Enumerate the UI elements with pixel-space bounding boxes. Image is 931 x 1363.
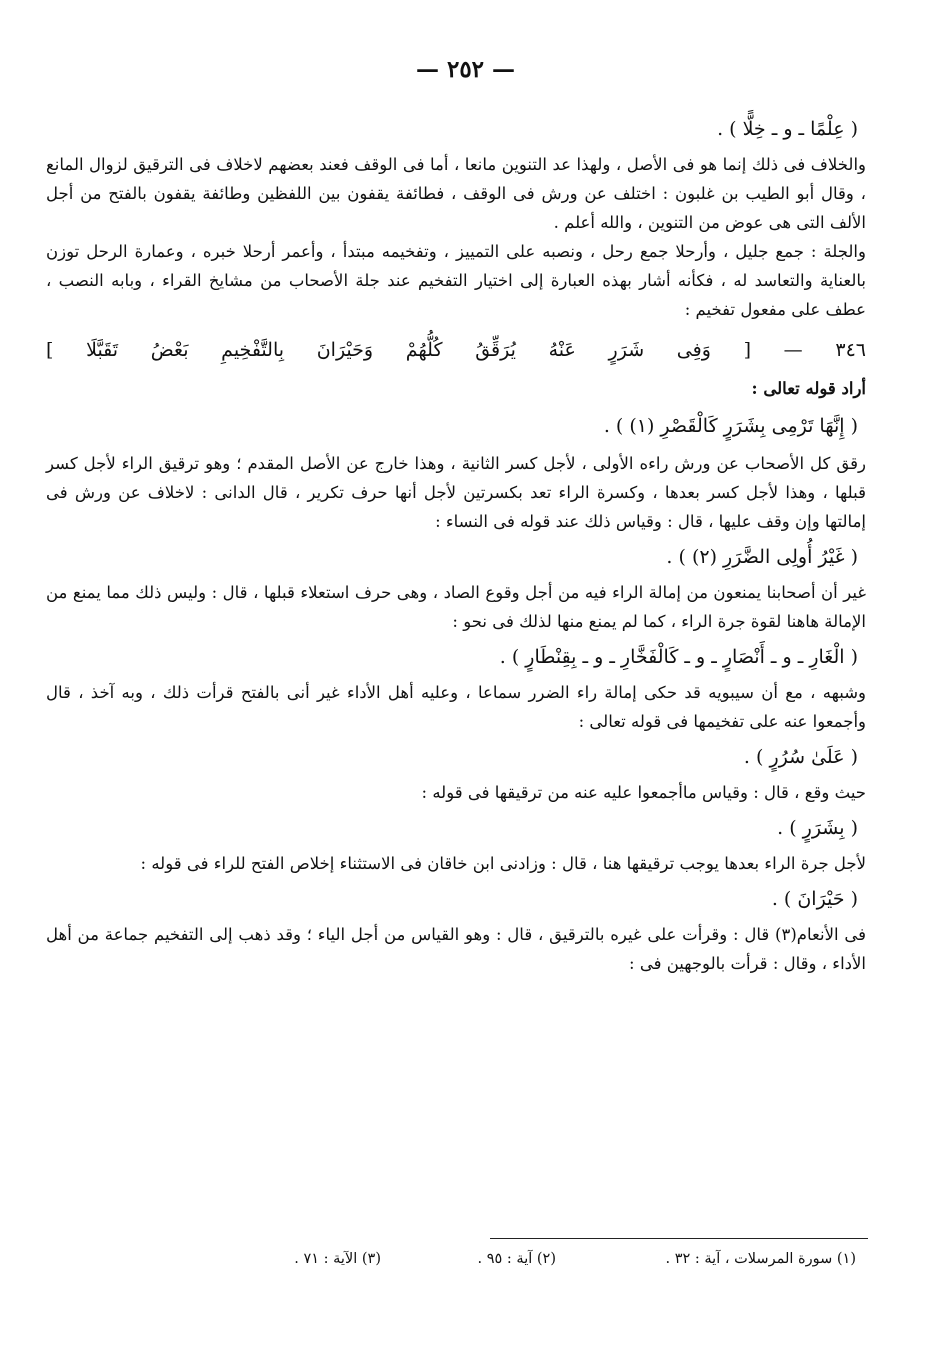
footnote-divider xyxy=(490,1238,868,1239)
quran-quote: ( الْغَارِ ـ و ـ أَنْصَارٍ ـ و ـ كَالْفَخَّارِ ـ و ـ بِقِنْطَارٍ ) . xyxy=(499,646,858,668)
footnote-2: (٢) آية : ٩٥ . xyxy=(477,1251,556,1267)
quran-quote: ( حَيْرَانَ ) . xyxy=(771,888,858,910)
footnotes xyxy=(46,1251,856,1267)
page-number: — ٢٥٢ — xyxy=(415,56,516,83)
paragraph: والخلاف فى ذلك إنما هو فى الأصل ، ولهذا عد التنوين مانعا ، أما فى الوقف فعند بعضهم لاخلاف فى الترقيق لزوال المانع ، وقال أبو الطيب بن غلبون : اختلف عن ورش فى الوقف ، فطائفة يقفون بين اللفظين وطائفة يقفون بالفتح من أجل الألف التى هى عوض من التنوين ، والله أعلم . xyxy=(46,155,866,232)
quran-quote: ( إِنَّهَا تَرْمِى بِشَرَرٍ كَالْقَصْرِ (١) ) . xyxy=(603,415,858,437)
quran-quote: ( غَيْرُ أُولِى الضَّرَرِ (٢) ) . xyxy=(666,546,858,568)
paragraph: والجلة : جمع جليل ، وأرحلا جمع رحل ، ونصبه على التمييز ، وتفخيمه مبتدأ ، وأعمر أرحلا خبره ، وعمارة الرحل توزن بالعناية والتعاسد له ، فكأنه أشار بهذه العبارة إلى اختيار التفخيم عند جلة الأصحاب من مشايخ القراء ، وبابه النصب ، عطف على مفعول تفخيم : xyxy=(46,242,866,319)
poem-verse: ٣٤٦ — [ وَفِى شَرَرٍ عَنْهُ يُرَقِّقُ كُلُّهُمْ وَحَيْرَانَ بِالتَّفْخِيمِ بَعْضُ تَقَبَّلَا ] xyxy=(46,339,866,361)
paragraph: رقق كل الأصحاب عن ورش راءه الأولى ، لأجل كسر الثانية ، وهذا خارج عن الأصل المقدم ؛ وهو ترقيق الراء لأجل كسر قبلها ، وهذا لأجل كسر بعدها ، وكسرة الراء تعد بكسرتين لأجل أنها حرف تكرير ، قال الدانى : لاخلاف عن ورش فى إمالتها وإن وقف عليها ، قال : وقياس ذلك عند قوله فى النساء : xyxy=(46,454,866,531)
footnote-1: (١) سورة المرسلات ، آية : ٣٢ . xyxy=(665,1251,856,1267)
quran-quote: ( عَلَىٰ سُرُرٍ ) . xyxy=(743,746,858,768)
section-lead: أراد قوله تعالى : xyxy=(751,379,866,398)
paragraph: لأجل جرة الراء بعدها يوجب ترقيقها هنا ، قال : وزادنى ابن خاقان فى الاستثناء إخلاص الفتح للراء فى قوله : xyxy=(140,854,866,873)
paragraph: غير أن أصحابنا يمنعون من إمالة الراء فيه من أجل وقوع الصاد ، وهى حرف استعلاء قبلها ، قال : وليس ذلك مما يمنع من الإمالة هاهنا لقوة جرة الراء ، كما لم يمنع منها لذلك فى نحو : xyxy=(46,583,866,631)
footnote-3: (٣) الآية : ٧١ . xyxy=(294,1251,381,1267)
paragraph: وشبهه ، مع أن سيبويه قد حكى إمالة راء الضرر سماعا ، وعليه أهل الأداء غير أنى بالفتح قرأت ذلك ، وبه آخذ ، قال وأجمعوا عنه على تفخيمها فى قوله تعالى : xyxy=(46,683,866,731)
quran-quote: ( عِلْمًا ـ و ـ خِلًّا ) . xyxy=(717,118,858,140)
page-body xyxy=(46,108,866,978)
paragraph: حيث وقع ، قال : وقياس ماأجمعوا عليه عنه من ترقيقها فى قوله : xyxy=(421,783,866,802)
quran-quote: ( بِشَرَرٍ ) . xyxy=(777,817,858,839)
paragraph: فى الأنعام(٣) قال : وقرأت على غيره بالترقيق ، قال : وهو القياس من أجل الياء ؛ وقد ذهب إلى التفخيم جماعة من أهل الأداء ، وقال : قرأت بالوجهين فى : xyxy=(46,925,866,973)
